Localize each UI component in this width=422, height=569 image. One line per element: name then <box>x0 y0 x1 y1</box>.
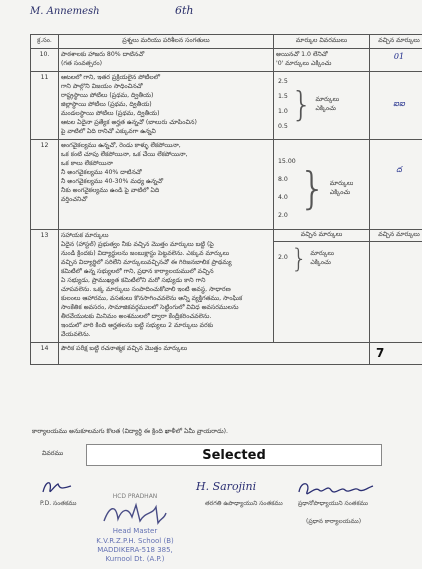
row-line: తీరవేయుటకు మినిమం అంశములలో ద్వారా కేంద్రీకరించవలెను. <box>61 312 212 320</box>
handwritten-name: M. Annemesh <box>30 6 100 17</box>
marks-value: ఐఐ <box>393 98 405 108</box>
scores-label: ఎక్కించు <box>315 104 336 112</box>
row-line: చూపవలెను. ఒక్క మార్కులు సంపాదించుకోవాలి ఇంటి అవస్థ, సాధారణ <box>61 285 231 293</box>
row-line: రాష్ట్రస్థాయి పోటీలు (ప్రథమ, ద్వితీయ) <box>61 91 154 99</box>
row-line: జిల్లాస్థాయి పోటీలు (ప్రథమ, ద్వితీయ) <box>61 100 152 108</box>
headmaster-caption: ప్రధానోపాధ్యాయుని సంతకము <box>298 500 369 507</box>
scores-label: మార్కులు <box>315 95 340 103</box>
row-number: 10. <box>31 48 59 71</box>
class-teacher-signature: H. Sarojini <box>196 480 257 493</box>
row-marks: 01 <box>370 48 422 71</box>
evaluation-table <box>30 34 422 365</box>
row-line: ఏ సభ్యుడు, ప్రాముఖ్యత కమిటీలోని మరో సభ్యుడు కాని గాని <box>61 276 206 284</box>
table-header-row <box>31 35 422 49</box>
score-value: 0.5 <box>278 122 288 130</box>
stamp-line: MADDIKERA-518 385, <box>97 545 173 554</box>
marks-head: వచ్చిన మార్కులు <box>370 230 422 242</box>
score-value: 15.00 <box>278 157 296 165</box>
brace-icon: } <box>290 84 313 125</box>
header-scoring: మార్కుల వివరములు <box>274 35 370 49</box>
row-line: సహాయక మార్కులు <box>61 231 109 239</box>
row-marks <box>370 229 422 342</box>
header-marks: వచ్చిన మార్కులు <box>370 35 422 49</box>
school-stamp <box>80 493 190 565</box>
scoring-line: అయినచో 1.0 లేనిచో <box>276 50 328 58</box>
row-line: పై వాటిలో ఏది రానిచో ఎక్కువగా ఉన్నవి <box>61 127 156 135</box>
score-value: 2.0 <box>278 211 288 219</box>
office-note: కార్యాలయము అనుకూలమగు కొలత (విద్యార్థి ఈ క్రింది ఖాళీలో ఏమీ వ్రాయరాదు). <box>32 428 228 435</box>
pd-signature <box>40 476 74 502</box>
scoring-line: '0' మార్కులు ఎక్కించు <box>276 59 332 67</box>
row-line: ఏదైన (హాస్టల్) ప్రభుత్వం నీకు వచ్చిన మొత్తం మార్కులు బట్టి (పై <box>61 240 214 248</box>
score-value: 4.0 <box>278 193 288 201</box>
result-value: Selected <box>86 444 382 466</box>
row-line: ఒక కాలు లేకపోయినా <box>61 159 113 167</box>
row-number: 12 <box>31 139 59 229</box>
row-line: వచ్చిన విద్యార్థిలో సరిలేని మార్కులువచ్చినచో ఈ గిరిజనబాలిక ప్రాథమ్య <box>61 258 232 266</box>
marks-value: ద <box>396 164 402 174</box>
row-number: 14 <box>31 342 59 364</box>
headmaster-sub-caption: (ప్రధాన కార్యాలయము) <box>306 518 362 525</box>
headmaster-signature-icon <box>100 501 170 527</box>
stamp-caption: HCD PRADHAN <box>112 493 158 500</box>
header-question: ప్రశ్నలు మరియు పరిశీలన సంగతులు <box>59 35 274 49</box>
row-line: అంగవైకల్యము ఉన్నచో, రెండు కాళ్ళు లేకపోయినా, <box>61 141 181 149</box>
score-value: 1.0 <box>278 107 288 115</box>
row-scoring <box>274 48 370 71</box>
row-line: సాంకేతిక అవసరం, సామాజికవర్గములలో సెట్టింగులో వివిధ అవసరములను <box>61 303 239 311</box>
row-marks <box>370 71 422 139</box>
result-label: వివరము <box>42 450 64 457</box>
row-scoring <box>274 229 370 342</box>
score-value: 8.0 <box>278 175 288 183</box>
row-number: 11 <box>31 71 59 139</box>
scores-label: ఎక్కించు <box>310 258 331 266</box>
headmaster-sign-icon <box>295 478 375 500</box>
row-question <box>59 48 274 71</box>
row-line: ఒక కంటి చూపు లేకపోయినా, ఒక చేయి లేకపోయినా, <box>61 150 188 158</box>
row-line: మండలస్థాయి పోటీలు (ప్రథమ, ద్వితీయ) <box>61 109 160 117</box>
row-line: నుండి క్రిందకు) విద్యార్థులను జంబుక్లాస్టు పెట్టవలెను. ఎక్కువ మార్కులు <box>61 249 230 257</box>
row-line: కులంలు ఆహారము, వసతులు కొనసాగించవలెను అన్ని వ్యక్తిగతము, సాంఘిక <box>61 294 243 302</box>
row-line: ఇందులో వారి కింది అర్హతలను బట్టి సభ్యులు 2 మార్కులు వరకు <box>61 321 214 329</box>
row-line: వేయవలెను. <box>61 330 91 338</box>
row-line: నీకు అంగవైకల్యము ఉండి పై వాటిలో ఏది <box>61 186 160 194</box>
row-total-marks: 7 <box>370 342 422 364</box>
pd-signature-icon <box>40 476 74 498</box>
row-marks <box>370 139 422 229</box>
table-row <box>31 139 422 229</box>
row-number: 13 <box>31 229 59 342</box>
score-value: 2.0 <box>278 254 288 262</box>
row-line: పాఠశాలకు హాజరు 80% దాటినచో <box>61 50 145 58</box>
scores-label: ఎక్కించు <box>329 189 351 197</box>
row-scoring <box>274 71 370 139</box>
scores-label: మార్కులు <box>329 180 354 188</box>
stamp-line: Kurnool Dt. (A.P.) <box>105 555 165 564</box>
row-question <box>59 71 274 139</box>
score-value: 1.5 <box>278 92 288 100</box>
pd-caption: P.D. సంతకము <box>40 500 77 507</box>
header-serial: క్ర.సం. <box>31 35 59 49</box>
table-row <box>31 229 422 342</box>
brace-icon: } <box>290 243 308 274</box>
scores-label: మార్కులు <box>310 249 335 257</box>
row-question <box>59 342 370 364</box>
stamp-line: K.V.R.Z.P.H. School (B) <box>96 536 174 545</box>
score-value: 2.5 <box>278 77 288 85</box>
handwritten-class: 6th <box>175 4 194 17</box>
table-row <box>31 342 422 364</box>
row-question <box>59 139 274 229</box>
row-line: నీ అంగవైకల్యము 40-30% మధ్య ఉన్నచో <box>61 177 164 185</box>
row-line: నీ అంగవైకల్యము 40% దాటినచో <box>61 168 142 176</box>
row-question <box>59 229 274 342</box>
row-line: పౌరిక పరీక్ష బట్టి రచనాత్మక వచ్చిన మొత్తం మార్కులు <box>61 344 188 352</box>
row-line: కమిటీలో ఉన్న సభ్యులలో గాని, ప్రధాన కార్యాలయములో వచ్చిన <box>61 267 214 275</box>
row-line: ఆటల ఏదైనా ప్రత్యేక అర్హత ఉన్నచో (బాలురు చూపించిన) <box>61 118 197 126</box>
row-line: గాని పాల్గొని విజయం సాధించినచో <box>61 82 143 90</box>
table-row <box>31 71 422 139</box>
stamp-line: Head Master <box>112 527 158 536</box>
row-line: వర్తించనిచో <box>61 195 88 203</box>
scoring-head: వచ్చిన మార్కులు <box>274 230 369 242</box>
row-line: (గత సంవత్సరం) <box>61 59 103 67</box>
brace-icon: } <box>298 163 327 215</box>
row-scoring <box>274 139 370 229</box>
table-row <box>31 48 422 71</box>
class-teacher-caption: తరగతి ఉపాధ్యాయుని సంతకము <box>205 500 283 507</box>
row-line: ఆటలలో గాని, ఇతర ప్రక్రియలైన పోటీలలో <box>61 73 161 81</box>
